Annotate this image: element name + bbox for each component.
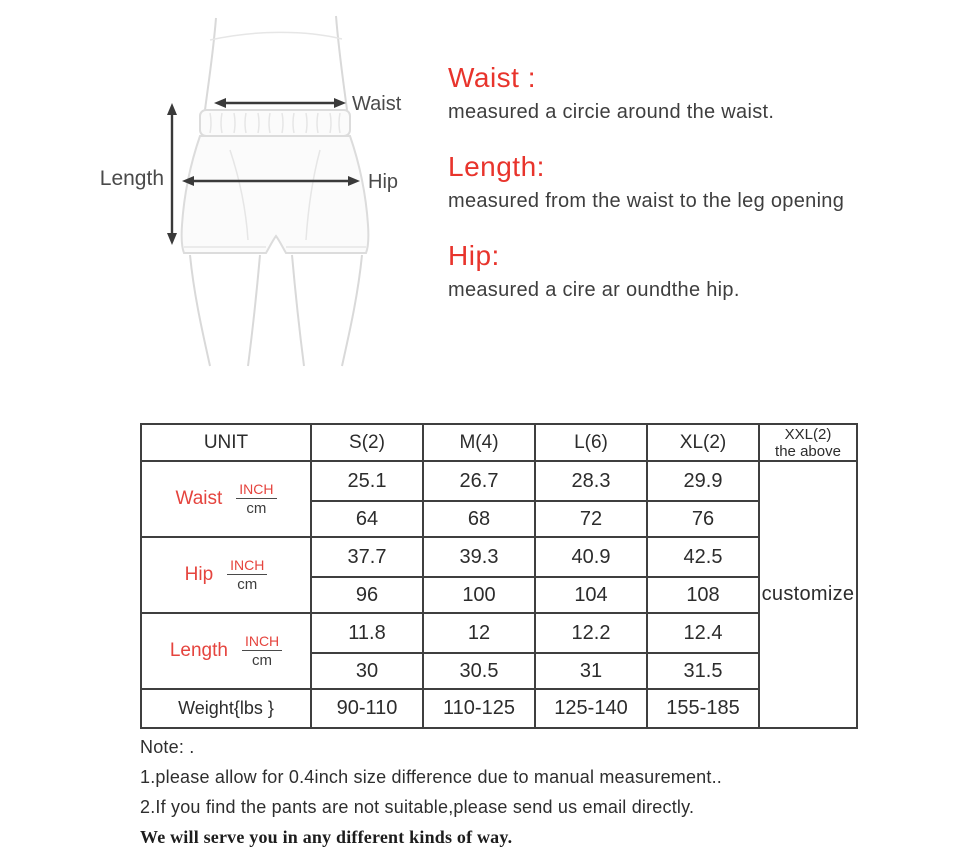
length-inch-row [141,613,857,653]
length-inch-m: 12 [423,613,535,653]
hip-inch-l: 40.9 [535,537,647,577]
table-header-row [141,424,857,461]
hip-heading: Hip: [448,240,500,271]
torso-left-line [205,18,216,110]
weight-xl: 155-185 [647,689,759,728]
header-size-s: S(2) [311,424,423,461]
cm-unit-label: cm [246,500,267,517]
hip-inch-xl: 42.5 [647,537,759,577]
note-line-3: We will serve you in any different kinds of way. [140,827,513,847]
inch-unit-label: INCH [242,633,282,651]
size-table-container [140,423,858,729]
hip-inch-s: 37.7 [311,537,423,577]
length-heading: Length: [448,151,545,182]
size-table [140,423,858,729]
length-description [448,151,928,213]
waist-cm-m: 68 [423,501,535,537]
weight-s: 90-110 [311,689,423,728]
hip-cm-s: 96 [311,577,423,613]
inch-cm-fraction [227,557,267,593]
torso-right-line [336,16,347,110]
figure-waist-label: Waist [352,93,402,115]
inch-cm-fraction [242,633,282,669]
waist-description [448,62,928,124]
note-line-1: 1.please allow for 0.4inch size difference due to manual measurement.. [140,767,722,787]
waist-inch-row [141,461,857,501]
hip-inch-row [141,537,857,577]
waist-inch-l: 28.3 [535,461,647,501]
length-arrow [167,103,177,245]
figure-hip-label: Hip [368,171,399,193]
hip-unit-cell [141,537,311,613]
measurement-descriptions [448,62,928,329]
waist-row-label: Waist [175,488,223,509]
length-inch-xl: 12.4 [647,613,759,653]
inch-unit-label: INCH [236,481,276,499]
hip-description-text: measured a cire ar oundthe hip. [448,279,740,301]
legs-lines [190,255,362,366]
header-size-xxl [759,424,857,461]
inch-cm-fraction [236,481,276,517]
hip-description [448,240,928,302]
length-unit-cell [141,613,311,689]
hip-cm-m: 100 [423,577,535,613]
weight-l: 125-140 [535,689,647,728]
header-xxl-line1: XXL(2) [784,425,832,443]
hip-cm-xl: 108 [647,577,759,613]
shorts-body [182,136,369,253]
waist-description-text: measured a circie around the waist. [448,101,775,123]
note-line-2: 2.If you find the pants are not suitable,please send us email directly. [140,797,695,817]
length-cm-xl: 31.5 [647,653,759,689]
notes-section [140,737,860,850]
cm-unit-label: cm [237,576,258,593]
hip-inch-m: 39.3 [423,537,535,577]
waist-inch-m: 26.7 [423,461,535,501]
header-size-l: L(6) [535,424,647,461]
length-cm-l: 31 [535,653,647,689]
waist-cm-s: 64 [311,501,423,537]
length-inch-l: 12.2 [535,613,647,653]
waist-cm-xl: 76 [647,501,759,537]
length-inch-s: 11.8 [311,613,423,653]
customize-cell: customize [759,461,857,728]
length-cm-m: 30.5 [423,653,535,689]
weight-row [141,689,857,728]
length-cm-s: 30 [311,653,423,689]
crop-top-hem [210,32,342,40]
length-description-text: measured from the waist to the leg opening [448,190,845,212]
hip-row-label: Hip [184,564,214,585]
waist-arrow [214,98,346,108]
waist-inch-xl: 29.9 [647,461,759,501]
note-title: Note: . [140,737,195,757]
cm-unit-label: cm [252,652,273,669]
pants-sketch [80,10,450,376]
waist-inch-s: 25.1 [311,461,423,501]
weight-m: 110-125 [423,689,535,728]
header-size-xl: XL(2) [647,424,759,461]
waist-cm-l: 72 [535,501,647,537]
waist-unit-cell [141,461,311,537]
figure-length-label: Length [99,167,164,190]
header-unit: UNIT [141,424,311,461]
header-xxl-line2: the above [775,442,841,460]
header-size-m: M(4) [423,424,535,461]
waist-heading: Waist : [448,62,537,93]
pants-measurement-diagram [80,10,450,376]
weight-row-label: Weight{lbs } [141,689,311,728]
hip-cm-l: 104 [535,577,647,613]
inch-unit-label: INCH [227,557,267,575]
length-row-label: Length [169,640,228,661]
